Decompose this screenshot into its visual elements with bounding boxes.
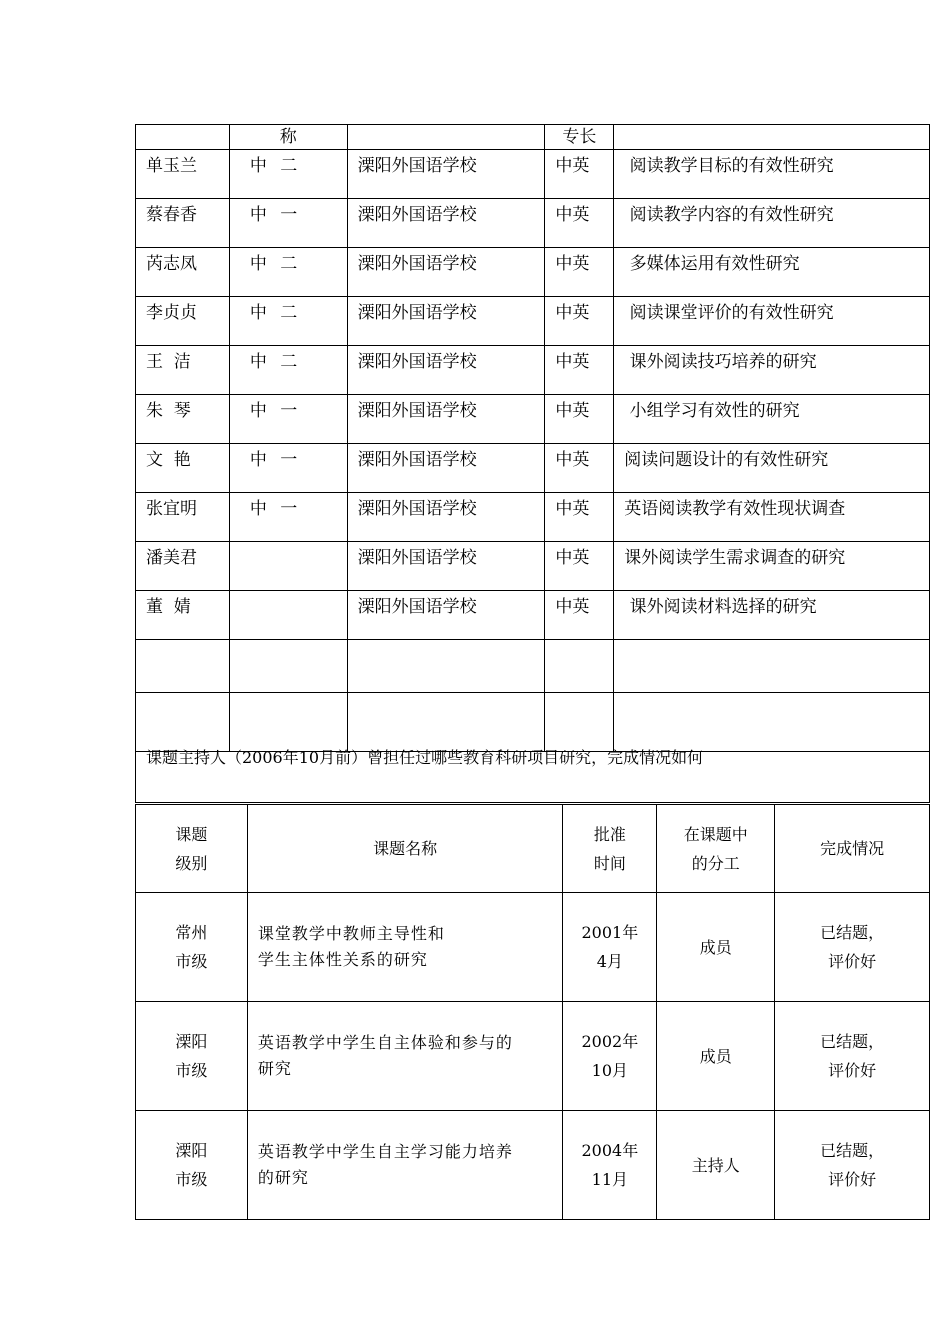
members-header-row bbox=[136, 125, 930, 150]
project-level-line: 市级 bbox=[175, 1061, 208, 1080]
header-role bbox=[657, 805, 775, 893]
project-status bbox=[775, 1002, 930, 1111]
project-name-line: 的研究 bbox=[257, 1168, 309, 1187]
member-school: 溧阳外国语学校 bbox=[357, 205, 477, 225]
member-specialty: 英语阅读教学有效性现状调查 bbox=[624, 499, 846, 519]
member-subject: 中英 bbox=[555, 499, 590, 519]
member-title: 中 二 bbox=[249, 156, 302, 176]
member-row bbox=[136, 150, 930, 199]
project-name-line: 英语教学中学生自主学习能力培养 bbox=[257, 1142, 513, 1161]
section-heading-table bbox=[135, 744, 930, 803]
members-table bbox=[135, 124, 930, 752]
project-time-line: 4月 bbox=[596, 952, 623, 971]
member-subject: 中英 bbox=[555, 597, 590, 617]
member-title: 中 二 bbox=[249, 254, 302, 274]
project-name bbox=[247, 1111, 563, 1220]
project-time bbox=[563, 1111, 657, 1220]
member-school: 溧阳外国语学校 bbox=[357, 303, 477, 323]
member-name: 董 婧 bbox=[146, 597, 191, 617]
project-level-line: 市级 bbox=[175, 1170, 208, 1189]
project-name bbox=[247, 1002, 563, 1111]
member-name: 王 洁 bbox=[146, 352, 191, 372]
member-specialty: 阅读问题设计的有效性研究 bbox=[624, 450, 829, 470]
member-specialty: 课外阅读材料选择的研究 bbox=[624, 597, 817, 617]
project-status-line: 已结题， bbox=[820, 1032, 885, 1051]
member-specialty: 课外阅读学生需求调查的研究 bbox=[624, 548, 846, 568]
project-status-line: 评价好 bbox=[828, 952, 877, 971]
member-name: 蔡春香 bbox=[146, 205, 197, 225]
header-role-line: 的分工 bbox=[691, 853, 740, 873]
project-level bbox=[136, 1111, 248, 1220]
section-heading: 课题主持人（2006年10月前）曾担任过哪些教育科研项目研究，完成情况如何 bbox=[146, 748, 704, 767]
project-time bbox=[563, 893, 657, 1002]
member-school: 溧阳外国语学校 bbox=[357, 450, 477, 470]
projects-table bbox=[135, 804, 930, 1220]
member-row bbox=[136, 493, 930, 542]
project-status-line: 已结题， bbox=[820, 1141, 885, 1160]
member-name: 张宜明 bbox=[146, 499, 197, 519]
header-cell-school bbox=[347, 125, 545, 150]
member-subject: 中英 bbox=[555, 450, 590, 470]
header-specialty-label: 专长 bbox=[562, 127, 597, 147]
member-title bbox=[230, 542, 347, 547]
project-level-line: 市级 bbox=[175, 952, 208, 971]
member-row bbox=[136, 346, 930, 395]
project-name-line: 研究 bbox=[257, 1059, 292, 1078]
header-time-line: 批准 bbox=[593, 824, 626, 844]
member-name: 朱 琴 bbox=[146, 401, 191, 421]
header-title-label: 称 bbox=[279, 127, 297, 147]
member-school: 溧阳外国语学校 bbox=[357, 548, 477, 568]
project-status-line: 评价好 bbox=[828, 1170, 877, 1189]
member-name: 潘美君 bbox=[146, 548, 197, 568]
member-row bbox=[136, 297, 930, 346]
header-cell-topic bbox=[614, 125, 930, 150]
project-time-line: 10月 bbox=[591, 1061, 629, 1080]
project-row bbox=[136, 893, 930, 1002]
member-school: 溧阳外国语学校 bbox=[357, 401, 477, 421]
project-name-line: 学生主体性关系的研究 bbox=[257, 950, 428, 969]
member-title: 中 一 bbox=[249, 450, 302, 470]
member-row bbox=[136, 248, 930, 297]
header-level bbox=[136, 805, 248, 893]
project-level-line: 溧阳 bbox=[175, 1141, 208, 1160]
member-row bbox=[136, 395, 930, 444]
projects-header-row bbox=[136, 805, 930, 893]
project-row bbox=[136, 1002, 930, 1111]
header-cell-name bbox=[136, 125, 230, 150]
member-name: 单玉兰 bbox=[146, 156, 197, 176]
header-time-line: 时间 bbox=[593, 853, 626, 873]
header-role-line: 在课题中 bbox=[683, 824, 748, 844]
project-role: 主持人 bbox=[657, 1111, 775, 1220]
project-name-line: 课堂教学中教师主导性和 bbox=[257, 924, 445, 943]
project-level bbox=[136, 893, 248, 1002]
header-status: 完成情况 bbox=[775, 805, 930, 893]
member-title: 中 一 bbox=[249, 401, 302, 421]
project-level-line: 溧阳 bbox=[175, 1032, 208, 1051]
blank-row bbox=[136, 640, 930, 693]
project-role: 成员 bbox=[657, 893, 775, 1002]
member-name: 芮志凤 bbox=[146, 254, 197, 274]
project-time-line: 2001年 bbox=[581, 923, 639, 942]
project-status-line: 已结题， bbox=[820, 923, 885, 942]
member-row bbox=[136, 444, 930, 493]
project-status-line: 评价好 bbox=[828, 1061, 877, 1080]
member-specialty: 课外阅读技巧培养的研究 bbox=[624, 352, 817, 372]
header-project-name: 课题名称 bbox=[247, 805, 563, 893]
member-specialty: 多媒体运用有效性研究 bbox=[624, 254, 800, 274]
member-subject: 中英 bbox=[555, 401, 590, 421]
member-title: 中 二 bbox=[249, 303, 302, 323]
member-subject: 中英 bbox=[555, 156, 590, 176]
project-row bbox=[136, 1111, 930, 1220]
member-title: 中 一 bbox=[249, 205, 302, 225]
section-heading-cell bbox=[136, 744, 930, 803]
project-name bbox=[247, 893, 563, 1002]
member-specialty: 阅读教学目标的有效性研究 bbox=[624, 156, 834, 176]
project-time-line: 2002年 bbox=[581, 1032, 639, 1051]
header-cell-title bbox=[229, 125, 347, 150]
blank-row bbox=[136, 693, 930, 752]
member-specialty: 阅读教学内容的有效性研究 bbox=[624, 205, 834, 225]
member-row bbox=[136, 542, 930, 591]
member-title: 中 二 bbox=[249, 352, 302, 372]
project-name-line: 英语教学中学生自主体验和参与的 bbox=[257, 1033, 513, 1052]
member-specialty: 小组学习有效性的研究 bbox=[624, 401, 800, 421]
member-school: 溧阳外国语学校 bbox=[357, 499, 477, 519]
member-subject: 中英 bbox=[555, 205, 590, 225]
header-level-line: 课题 bbox=[175, 824, 208, 844]
project-role: 成员 bbox=[657, 1002, 775, 1111]
project-level-line: 常州 bbox=[175, 923, 208, 942]
project-status bbox=[775, 893, 930, 1002]
member-school: 溧阳外国语学校 bbox=[357, 352, 477, 372]
project-status bbox=[775, 1111, 930, 1220]
member-name: 李贞贞 bbox=[146, 303, 197, 323]
member-subject: 中英 bbox=[555, 548, 590, 568]
member-subject: 中英 bbox=[555, 303, 590, 323]
header-cell-specialty bbox=[545, 125, 614, 150]
member-row bbox=[136, 591, 930, 640]
member-subject: 中英 bbox=[555, 352, 590, 372]
header-level-line: 级别 bbox=[175, 853, 208, 873]
member-title: 中 一 bbox=[249, 499, 302, 519]
member-school: 溧阳外国语学校 bbox=[357, 156, 477, 176]
member-row bbox=[136, 199, 930, 248]
member-school: 溧阳外国语学校 bbox=[357, 254, 477, 274]
member-school: 溧阳外国语学校 bbox=[357, 597, 477, 617]
member-title bbox=[230, 591, 347, 596]
project-time bbox=[563, 1002, 657, 1111]
member-name: 文 艳 bbox=[146, 450, 191, 470]
project-time-line: 11月 bbox=[591, 1170, 629, 1189]
project-level bbox=[136, 1002, 248, 1111]
project-time-line: 2004年 bbox=[581, 1141, 639, 1160]
member-subject: 中英 bbox=[555, 254, 590, 274]
member-specialty: 阅读课堂评价的有效性研究 bbox=[624, 303, 834, 323]
header-approval-time bbox=[563, 805, 657, 893]
